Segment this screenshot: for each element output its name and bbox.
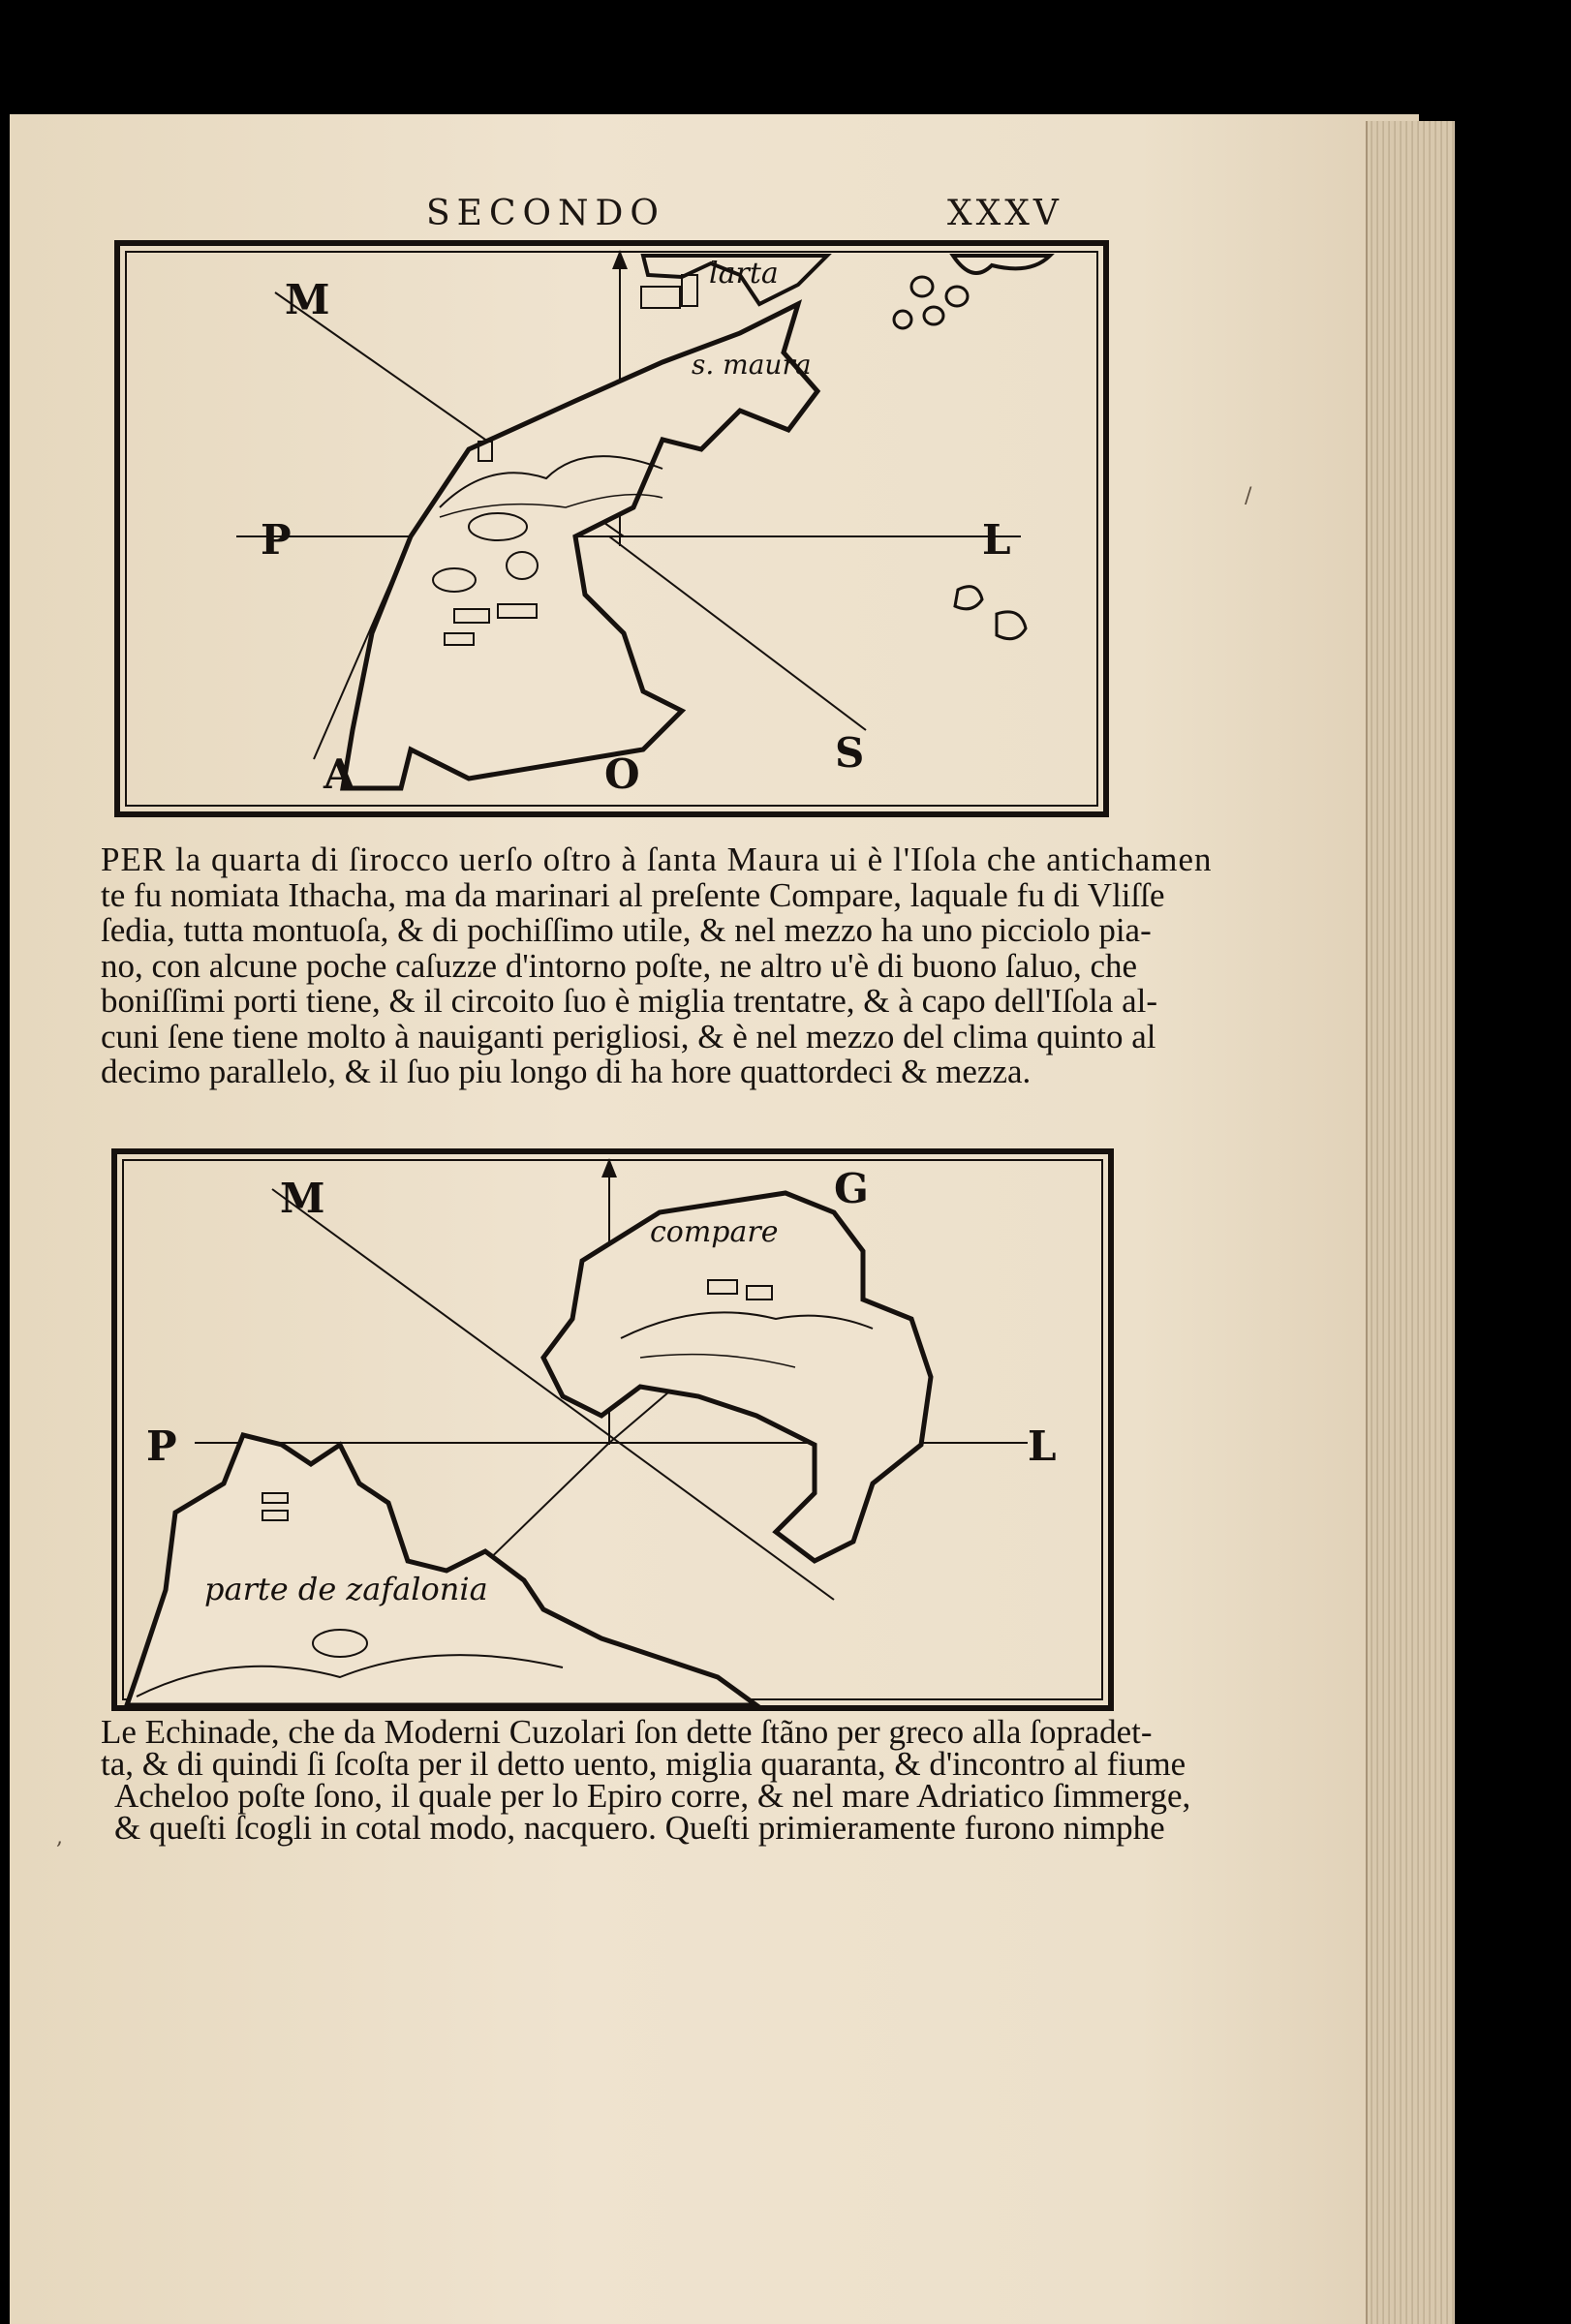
wind-letter-se: S <box>835 729 865 777</box>
islet <box>924 307 943 324</box>
text-line: Le Echinade, che da Moderni Cuzolari ſon dette ſtãno per greco alla ſopradet- <box>101 1713 1153 1751</box>
margin-mark: , <box>56 1825 63 1850</box>
islet <box>955 587 982 609</box>
wind-letter-nw: M <box>285 276 330 323</box>
label-santa-maura: s. maura <box>692 349 812 381</box>
islet <box>997 612 1026 639</box>
map-compare <box>111 1148 1114 1711</box>
map-compare-drawing <box>117 1154 1108 1705</box>
islet <box>946 287 968 306</box>
wind-letter-south: O <box>604 750 640 798</box>
running-head-left: SECONDO <box>426 194 665 233</box>
text-line: cuni ſene tiene molto à nauiganti perigliosi, & è nel mezzo del clima quinto al <box>101 1017 1156 1055</box>
text-line: decimo parallelo, & il ſuo piu longo di ha hore quattordeci & mezza. <box>101 1053 1032 1090</box>
map-santa-maura-drawing <box>120 246 1103 811</box>
page-edges <box>1366 121 1455 2324</box>
text-line: ſedia, tutta montuoſa, & di pochiſſimo utile, & nel mezzo ha uno picciolo pia- <box>101 911 1152 949</box>
wind-letter-east: L <box>1028 1422 1057 1470</box>
wind-letter-ne: G <box>834 1165 869 1212</box>
margin-mark: / <box>1245 484 1252 508</box>
town-larta-tower <box>682 275 697 306</box>
text-line: boniſſimi porti tiene, & il circoito ſuo è miglia trentatre, & à capo dell'Iſola al- <box>101 982 1157 1020</box>
label-compare: compare <box>650 1215 779 1249</box>
text-line: & queſti ſcogli in cotal modo, nacquero. Queſti primieramente furono nimphe <box>114 1809 1165 1847</box>
town-larta-building <box>641 287 680 308</box>
islet <box>894 311 911 328</box>
text-line: te fu nomiata Ithacha, ma da marinari al preſente Compare, laquale fu di Vliſſe <box>101 875 1165 914</box>
paragraph-ithaca <box>101 842 1213 1090</box>
text-line: ta, & di quindi ſi ſcoſta per il detto uento, miglia quaranta, & d'incontro al fiume <box>101 1745 1186 1783</box>
text-line: PER la quarta di ſirocco uerſo oſtro à ſanta Maura ui è l'Iſola che antichamen <box>101 841 1213 878</box>
wind-letter-nw: M <box>280 1175 325 1222</box>
text-line: no, con alcune poche caſuzze d'intorno poſte, ne altro u'è di buono ſaluo, che <box>101 946 1138 985</box>
paragraph-echinades <box>101 1713 1191 1847</box>
wind-letter-west: P <box>261 516 292 564</box>
text-line: Acheloo poſte ſono, il quale per lo Epiro corre, & nel mare Adriatico ſimmerge, <box>114 1777 1191 1815</box>
label-larta: larta <box>709 257 779 290</box>
folio-number: XXXV <box>947 194 1063 233</box>
mainland-coast-east <box>953 256 1050 273</box>
islet <box>911 277 933 296</box>
label-zafalonia: parte de zafalonia <box>204 1571 488 1607</box>
wind-letter-east: L <box>982 516 1011 564</box>
wind-letter-sw: A <box>323 750 355 798</box>
wind-letter-west: P <box>146 1422 177 1470</box>
map-santa-maura <box>114 240 1109 817</box>
